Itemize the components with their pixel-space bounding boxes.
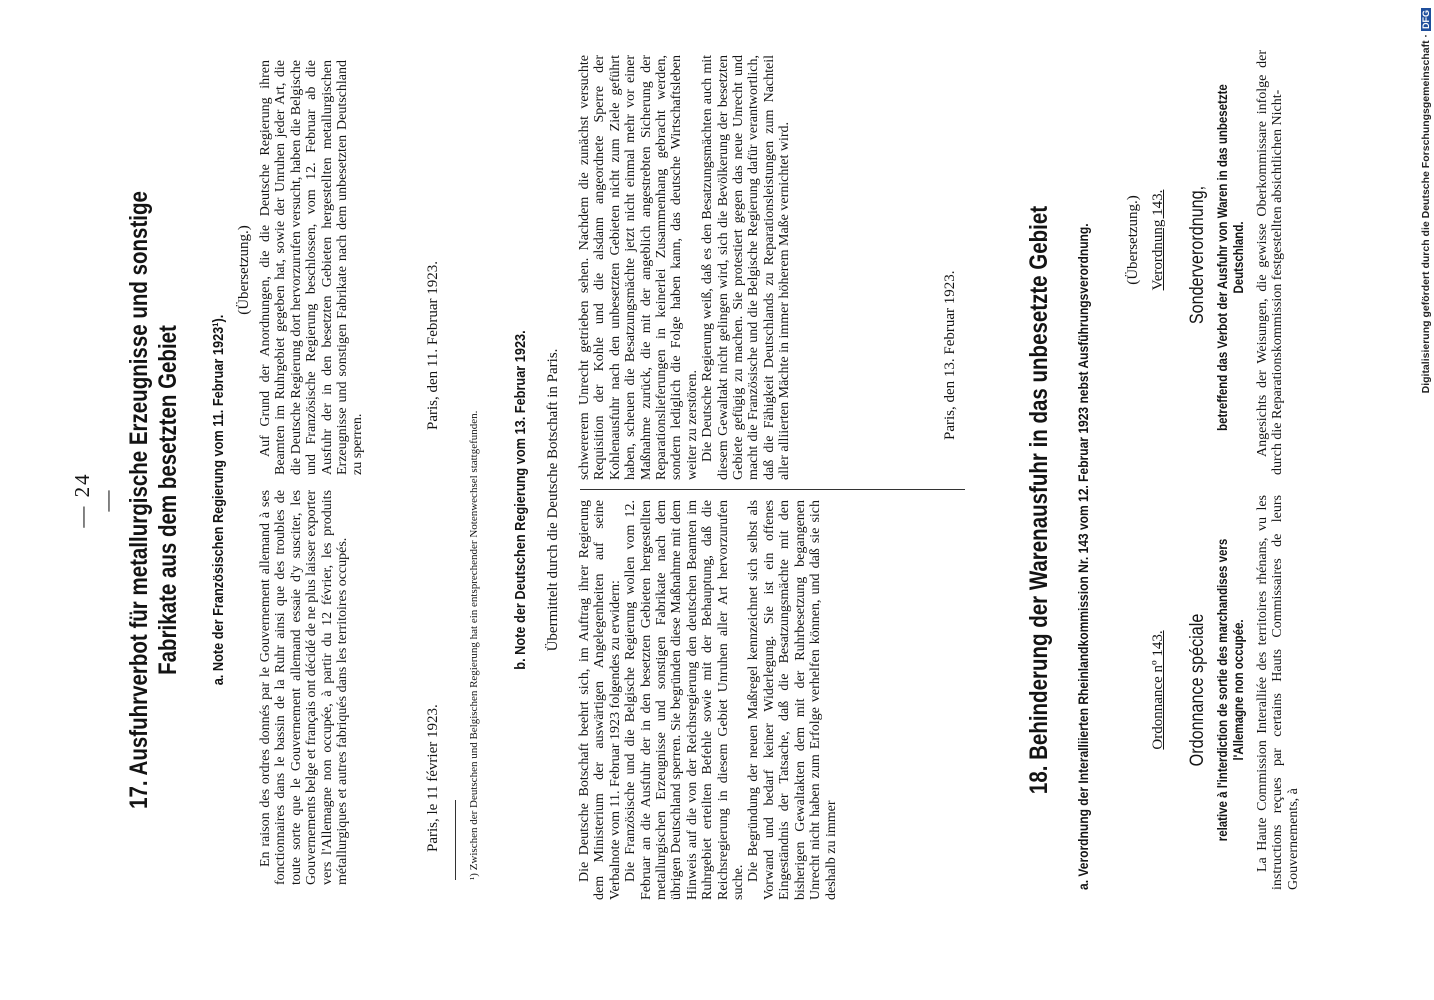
digitization-note bbox=[1416, 8, 1434, 993]
note-b-place: Paris, den 13. Februar 1923. bbox=[942, 270, 958, 440]
note-a-german-place: Paris, den 11. Februar 1923. bbox=[425, 261, 441, 430]
note-b-paragraph-5: Die Deutsche Regierung weiß, daß es den Besatzungsmächten auch mit diesem Gewaltakt nicht gelingen wird, sich die Bevölkerung der besetzten Gebiete gefügig zu machen. Sie protestiert gegen das neue Unrecht und macht die Französische und die Belgische Regierung dafür verantwortlich, daß die Fähigkeit Deutschlands zu Reparationsleistungen zum Nachteil aller alliierten Mächte in immer höherem Maße vernichtet wird. bbox=[700, 55, 793, 480]
note-a-french-place: Paris, le 11 février 1923. bbox=[425, 704, 441, 852]
verordnung-text: Angesichts der Weisungen, die gewisse Oberkommissare infolge der durch die Reparationskommission festgestellten absichtlichen Nicht- bbox=[1255, 50, 1286, 475]
translation-label-18: (Übersetzung.) bbox=[1125, 195, 1141, 285]
footnote: ¹) Zwischen der Deutschen und Belgischen Regierung hat ein entsprechender Notenwechsel stattgefunden. bbox=[468, 410, 480, 880]
ordonnance-number: Ordonnance nº 143. bbox=[1150, 630, 1166, 750]
note-b-heading: b. Note der Deutschen Regierung vom 13. Februar 1923. bbox=[512, 330, 529, 670]
note-b-right-column bbox=[577, 55, 793, 480]
ordonnance-text: La Haute Commission Interalliée des territoires rhénans, vu les instructions reçues par certains Hauts Commissaires de leurs Gouvernements, à bbox=[1255, 495, 1301, 890]
note-b-paragraph-1: Die Deutsche Botschaft beehrt sich, im Auftrag ihrer Regierung dem Ministerium der auswärtigen Angelegenheiten auf seine Verbalnote vom 11. Februar 1923 folgendes zu erwidern: bbox=[577, 500, 623, 900]
note-b-paragraph-3: Die Begründung der neuen Maßregel kennzeichnet sich selbst als Vorwand und bedarf keiner Widerlegung. Sie ist ein offenes Eingeständnis der Tatsache, daß die Besatzungsmächte mit den bisherigen Gewaltakten dem mit der Ruhrbesetzung begangenen Unrecht nicht haben zum Erfolge verhelfen können, und daß sie sich deshalb zu immer bbox=[746, 500, 839, 900]
verordnung-number: Verordnung 143. bbox=[1150, 189, 1166, 291]
note-b-paragraph-4: schwererem Unrecht getrieben sehen. Nachdem die zunächst versuchte Requisition der Kohle und die alsdann angeordnete Sperre der Kohlenausfuhr nach den unbesetzten Gebieten nicht zum Ziele geführt haben, scheuen die Besatzungsmächte jetzt nicht einmal mehr vor einer Maßnahme zurück, die mit der angeblich angestrebten Sicherung der Reparationslieferungen in keinerlei Zusammenhang gebracht werden, sondern lediglich die Folge haben kann, das deutsche Wirtschaftsleben weiter zu zerstören. bbox=[577, 55, 700, 480]
note-a-heading: a. Note der Französischen Regierung vom 11. Februar 1923¹). bbox=[210, 314, 227, 686]
ordonnance-title: Ordonnance spéciale bbox=[1187, 613, 1208, 767]
note-b-left-column bbox=[577, 500, 839, 900]
section-17-title: 17. Ausfuhrverbot für metallurgische Erzeugnisse und sonstige Fabrikate aus dem besetzten Gebiet bbox=[125, 191, 182, 809]
note-b-subheading: Übermittelt durch die Deutsche Botschaft in Paris. bbox=[545, 348, 561, 652]
ordinance-a-heading: a. Verordnung der Interalliierten Rheinlandkommission Nr. 143 vom 12. Februar 1923 nebst Ausführungsverordnung. bbox=[1075, 223, 1091, 890]
dfg-logo: DFG bbox=[1421, 10, 1431, 29]
column-divider bbox=[580, 489, 965, 490]
translation-label-a: (Übersetzung.) bbox=[236, 225, 252, 315]
ordonnance-description: relative à l'interdiction de sortie des marchandises vers l'Allemagne non occupée. bbox=[1215, 538, 1246, 842]
note-a-french-paragraph: En raison des ordres donnés par le Gouvernement allemand à ses fonctionnaires dans le bassin de la Ruhr ainsi que des troubles de toute sorte que le Gouvernement allemand essaie d'y susciter, les Gouvernements belge et français ont décidé de ne plus laisser exporter vers l'Allemagne non occupée, à partir du 12 février, les produits métallurgiques et autres fabriqués dans les territoires occupés. bbox=[258, 490, 351, 885]
note-a-french-column bbox=[258, 490, 350, 885]
ordonnance-text-column bbox=[1255, 495, 1301, 890]
page-number: — 24 — bbox=[70, 472, 119, 528]
digitization-note-text: Digitalisierung gefördert durch die Deutsche Forschungsgemeinschaft · bbox=[1420, 34, 1432, 394]
footnote-rule bbox=[455, 800, 456, 880]
verordnung-text-column bbox=[1255, 50, 1286, 475]
note-b-paragraph-2: Die Französische und die Belgische Regierung wollen vom 12. Februar an die Ausfuhr der in den besetzten Gebieten hergestellten metallurgischen Erzeugnisse und sonstigen Fabrikate nach dem übrigen Deutschland sperren. Sie begründen diese Maßnahme mit dem Hinweis auf die von der Reichsregierung den deutschen Beamten im Ruhrgebiet erteilten Befehle sowie mit der Behauptung, daß die Reichsregierung in diesem Gebiet Unruhen aller Art hervorzurufen suche. bbox=[623, 500, 747, 900]
sonderverordnung-title: Sonderverordnung, bbox=[1187, 185, 1208, 325]
sonderverordnung-description: betreffend das Verbot der Ausfuhr von Waren in das unbesetzte Deutschland. bbox=[1215, 84, 1246, 431]
section-18-title: 18. Behinderung der Warenausfuhr in das unbesetzte Gebiet bbox=[1025, 205, 1053, 795]
note-a-german-paragraph: Auf Grund der Anordnungen, die die Deutsche Regierung ihren Beamten im Ruhrgebiet gegeben hat, sowie der Unruhen jeder Art, die die Deutsche Regierung dort hervorzurufen versucht, haben die Belgische und Französische Regierung beschlossen, vom 12. Februar ab die Ausfuhr der in den besetzten Gebieten hergestellten metallurgischen Erzeugnisse und sonstigen Fabrikate nach dem unbesetzten Deutschland zu sperren. bbox=[258, 60, 366, 475]
note-a-german-column bbox=[258, 60, 366, 475]
